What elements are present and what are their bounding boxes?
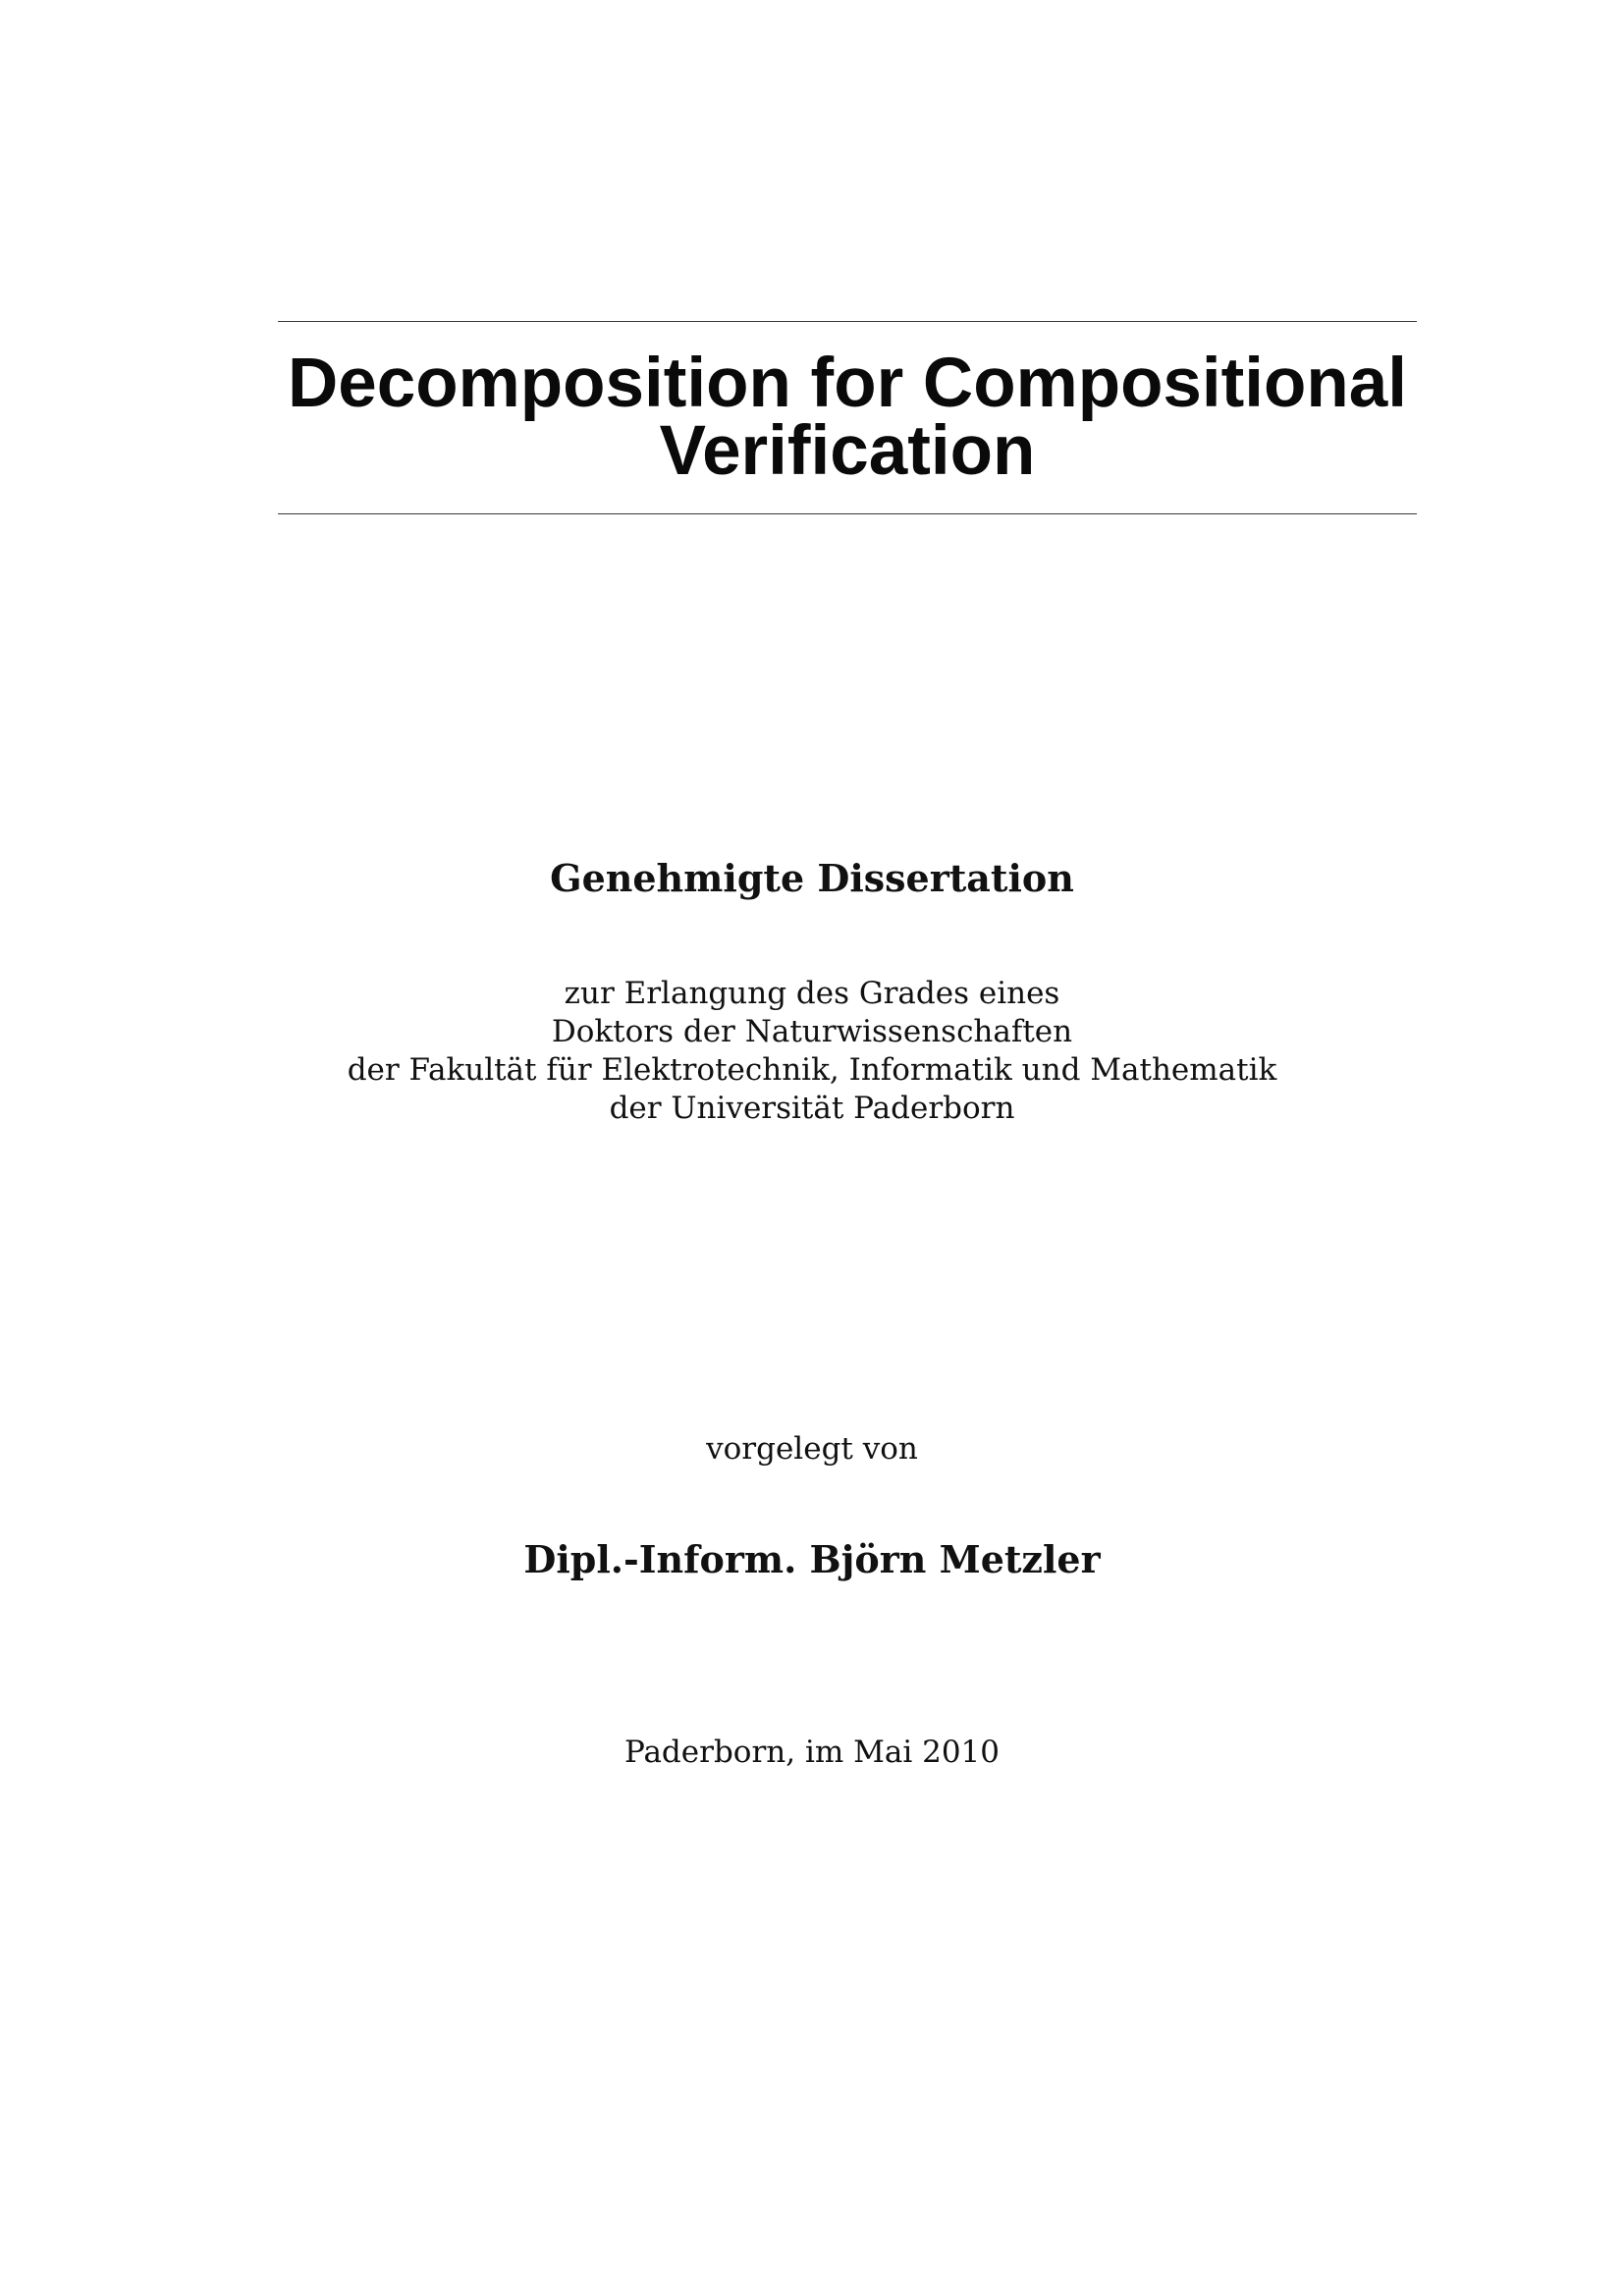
degree-purpose: [0, 975, 1624, 1128]
title-rule-top: [278, 321, 1417, 322]
title-rule-bottom: [278, 513, 1417, 514]
thesis-title-line-2: Verification: [659, 412, 1036, 490]
thesis-title: [278, 345, 1417, 490]
document-type: Genehmigte Dissertation: [550, 856, 1074, 900]
place-and-date: Paderborn, im Mai 2010: [623, 1735, 1000, 1770]
degree-purpose-line: der Universität Paderborn: [609, 1091, 1015, 1126]
thesis-title-line-1: Decomposition for Compositional: [288, 345, 1407, 422]
degree-purpose-line: der Fakultät für Elektrotechnik, Informatik und Mathematik: [347, 1052, 1277, 1088]
submitted-by-label: vorgelegt von: [706, 1431, 918, 1467]
degree-purpose-line: Doktors der Naturwissenschaften: [551, 1014, 1073, 1049]
author-name: Dipl.-Inform. Björn Metzler: [523, 1537, 1101, 1581]
degree-purpose-line: zur Erlangung des Grades eines: [564, 976, 1060, 1011]
